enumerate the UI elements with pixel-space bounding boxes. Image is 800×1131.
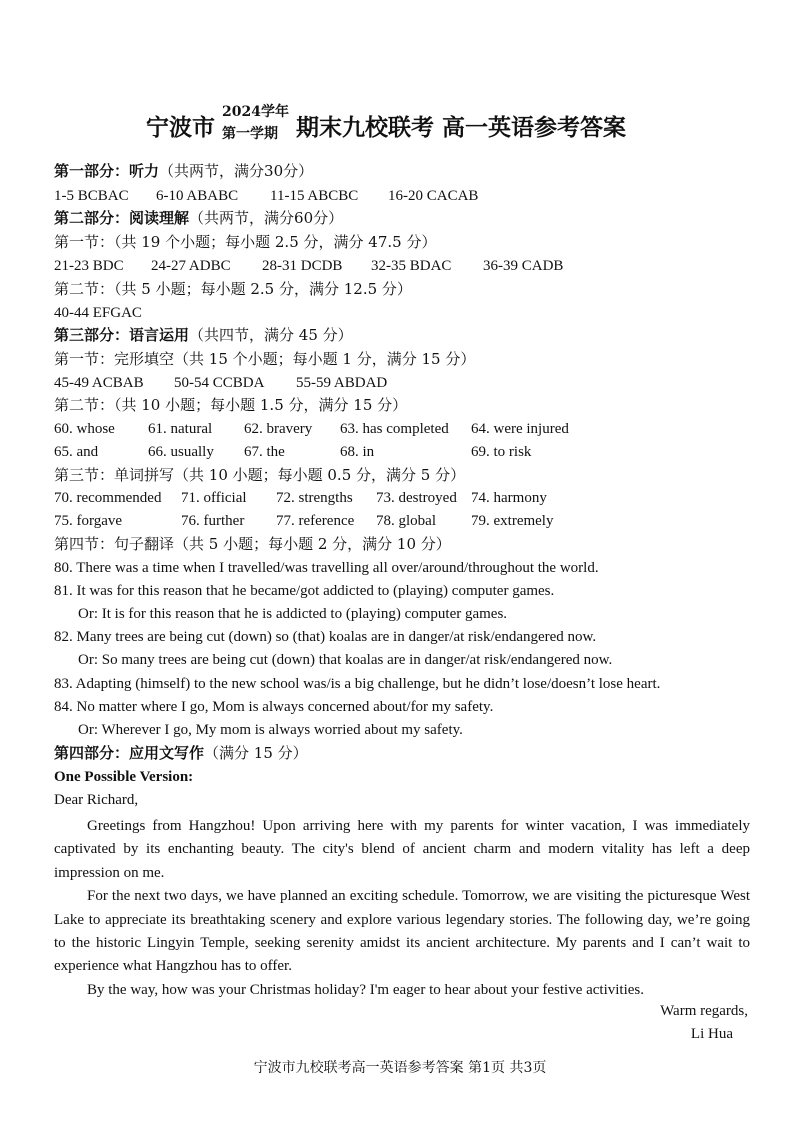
letter-closing: Warm regards,	[660, 1003, 748, 1019]
answer-item: 66. usually	[148, 444, 214, 460]
part3-heading-note: （共四节，满分 45 分）	[189, 326, 353, 344]
answer-item: 62. bravery	[244, 421, 313, 437]
translation-answer: 82. Many trees are being cut (down) so (that) koalas are in danger/at risk/endangered now.	[54, 629, 597, 645]
answer-item: 71. official	[181, 490, 247, 506]
part4-heading-note: （满分 15 分）	[204, 744, 308, 762]
answer-item: 65. and	[54, 444, 99, 460]
part1-heading	[54, 162, 313, 180]
answer-item: 75. forgave	[54, 513, 123, 529]
answer-group: 55-59 ABDAD	[296, 375, 388, 391]
part2-section1-heading: 第一节：（共 19 个小题；每小题 2.5 分，满分 47.5 分）	[54, 233, 437, 251]
version-label: One Possible Version:	[54, 769, 194, 785]
letter-signature: Li Hua	[690, 1026, 733, 1042]
answer-item: 67. the	[244, 444, 285, 460]
part2-heading	[54, 209, 343, 227]
part1-heading-name: 听力	[129, 162, 160, 180]
part2-heading-name: 阅读理解	[129, 209, 190, 227]
part3-section1-heading: 第一节：完形填空（共 15 个小题；每小题 1 分，满分 15 分）	[54, 350, 476, 368]
answer-group: 50-54 CCBDA	[174, 375, 265, 391]
answer-item: 77. reference	[276, 513, 355, 529]
answer-group: 32-35 BDAC	[371, 258, 452, 274]
letter-paragraph: Greetings from Hangzhou! Upon arriving here with my parents for winter vacation, I was immediately captivated by its enchanting beauty. The city's blend of ancient charm and modern vitality has left a deep impression on me.	[54, 818, 750, 881]
title-exam-name: 期末九校联考 高一英语参考答案	[296, 114, 627, 141]
translation-answer: 81. It was for this reason that he became/got addicted to (playing) computer games.	[54, 583, 555, 599]
translation-alternative: Or: So many trees are being cut (down) that koalas are in danger/at risk/endangered now.	[78, 652, 613, 668]
answer-group: 45-49 ACBAB	[54, 375, 144, 391]
part4-heading	[54, 744, 308, 762]
answer-item: 73. destroyed	[376, 490, 457, 506]
part3-section2-heading: 第二节：（共 10 小题；每小题 1.5 分，满分 15 分）	[54, 396, 408, 414]
answer-item: 76. further	[181, 513, 245, 529]
answer-group: 11-15 ABCBC	[270, 188, 359, 204]
part1-heading-label: 第一部分：	[54, 162, 130, 180]
answer-item: 79. extremely	[471, 513, 554, 529]
answer-item: 74. harmony	[471, 490, 547, 506]
answer-group: 24-27 ADBC	[151, 258, 231, 274]
answer-item: 60. whose	[54, 421, 115, 437]
answer-group: 1-5 BCBAC	[54, 188, 129, 204]
letter-closing-block	[660, 1000, 748, 1046]
document-title	[0, 95, 800, 145]
letter-body	[54, 815, 750, 1002]
answer-group: 6-10 ABABC	[156, 188, 239, 204]
translation-answer: 84. No matter where I go, Mom is always concerned about/for my safety.	[54, 699, 494, 715]
part1-heading-note: （共两节，满分30分）	[159, 162, 314, 180]
answer-item: 61. natural	[148, 421, 213, 437]
answer-group: 28-31 DCDB	[262, 258, 343, 274]
part4-heading-label: 第四部分：应用文写作	[54, 744, 205, 762]
letter-paragraph: By the way, how was your Christmas holiday? I'm eager to hear about your festive activities.	[87, 981, 644, 998]
answer-item: 72. strengths	[276, 490, 353, 506]
part3-heading-name: 语言运用	[129, 326, 190, 344]
part2-heading-note: （共两节，满分60分）	[189, 209, 344, 227]
answer-item: 68. in	[340, 444, 375, 460]
part3-section4-heading: 第四节：句子翻译（共 5 小题；每小题 2 分，满分 10 分）	[54, 535, 451, 553]
title-semester: 第一学期	[222, 126, 278, 142]
part2-heading-label: 第二部分：	[54, 209, 130, 227]
answer-group: 36-39 CADB	[483, 258, 564, 274]
answer-item: 69. to risk	[471, 444, 532, 460]
title-academic-year: 2024学年	[222, 104, 289, 120]
answer-item: 64. were injured	[471, 421, 569, 437]
part2-section2-heading: 第二节：（共 5 小题；每小题 2.5 分，满分 12.5 分）	[54, 280, 412, 298]
part3-section3-heading: 第三节：单词拼写（共 10 小题；每小题 0.5 分，满分 5 分）	[54, 466, 466, 484]
answer-group: 40-44 EFGAC	[54, 305, 142, 321]
translation-alternative: Or: Wherever I go, My mom is always worried about my safety.	[78, 722, 463, 738]
translation-alternative: Or: It is for this reason that he is addicted to (playing) computer games.	[78, 606, 508, 622]
translation-answer: 83. Adapting (himself) to the new school was/is a big challenge, but he didn’t lose/doesn’t lose heart.	[54, 676, 661, 692]
answer-group: 16-20 CACAB	[388, 188, 479, 204]
answer-item: 63. has completed	[340, 421, 449, 437]
page-footer: 宁波市九校联考高一英语参考答案 第1页 共3页	[253, 1060, 547, 1076]
part3-heading-label: 第三部分：	[54, 326, 130, 344]
answer-item: 70. recommended	[54, 490, 162, 506]
answer-item: 78. global	[376, 513, 436, 529]
title-city: 宁波市	[146, 114, 215, 141]
answer-group: 21-23 BDC	[54, 258, 124, 274]
part3-heading	[54, 326, 353, 344]
letter-paragraph: For the next two days, we have planned an exciting schedule. Tomorrow, we are visiting the picturesque West Lake to appreciate its breathtaking scenery and explore various legendary stories. The following day, we’re going to the historic Lingyin Temple, seeking serenity amidst its ancient architecture. My parents and I can’t wait to experience what Hangzhou has to offer.	[54, 888, 750, 975]
translation-answer: 80. There was a time when I travelled/was travelling all over/around/throughout the world.	[54, 560, 599, 576]
letter-greeting: Dear Richard,	[54, 792, 139, 808]
